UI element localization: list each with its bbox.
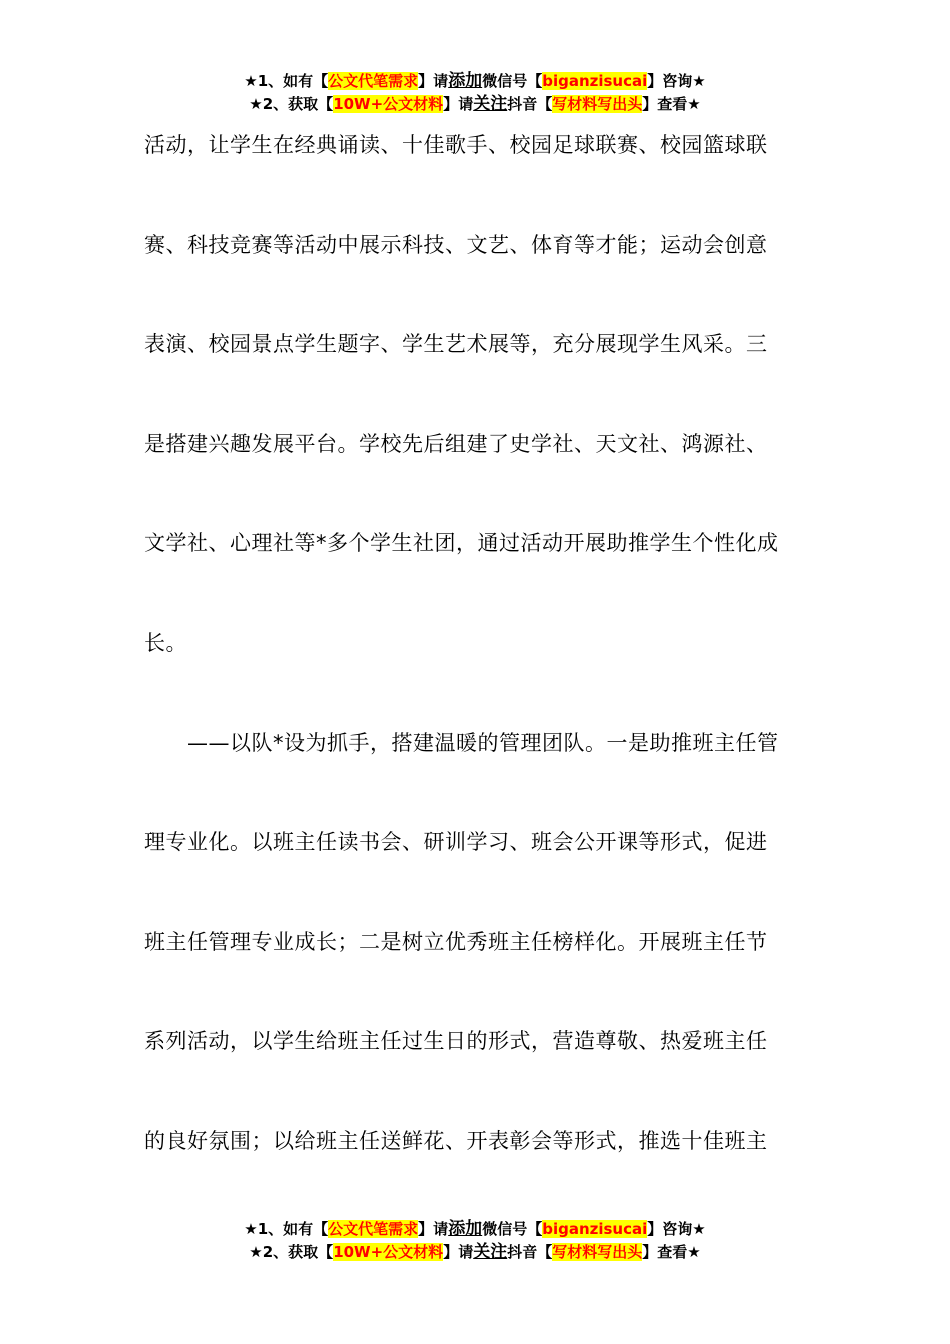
- underlined-text: 添加: [448, 1219, 483, 1239]
- document-body: [144, 120, 814, 1216]
- banner-text: 】咨询: [647, 72, 693, 90]
- banner-text: 】查看: [642, 1243, 688, 1261]
- banner-text: 抖音【: [507, 95, 553, 113]
- banner-text: 微信号【: [482, 72, 543, 90]
- highlight-douyin-account: 写材料写出头: [552, 95, 643, 113]
- banner-text: 1、如有【: [257, 72, 329, 90]
- star-icon: ★: [249, 1243, 263, 1261]
- banner-text: 微信号【: [482, 1220, 543, 1238]
- body-line: 文学社、心理社等*多个学生社团，通过活动开展助推学生个性化成: [144, 531, 779, 556]
- body-line: 活动，让学生在经典诵读、十佳歌手、校园足球联赛、校园篮球联: [144, 133, 768, 157]
- banner-text: 2、获取【: [262, 1243, 334, 1261]
- banner-line-1: [0, 70, 950, 93]
- banner-line-2: [0, 93, 950, 116]
- body-line: ——以队*设为抓手，搭建温暖的管理团队。一是助推班主任管: [144, 730, 779, 755]
- highlight-service: 公文代笔需求: [328, 1220, 419, 1238]
- banner-line-1: [0, 1218, 950, 1241]
- banner-text: 2、获取【: [262, 95, 334, 113]
- banner-text: 】咨询: [647, 1220, 693, 1238]
- body-line: 表演、校园景点学生题字、学生艺术展等，充分展现学生风采。三: [144, 332, 768, 357]
- highlight-wechat-id: biganzisucai: [542, 72, 648, 90]
- star-icon: ★: [249, 95, 263, 113]
- highlight-douyin-account: 写材料写出头: [552, 1243, 643, 1261]
- underlined-text: 添加: [448, 71, 483, 91]
- star-icon: ★: [692, 1220, 706, 1238]
- banner-text: 】请: [418, 1220, 449, 1238]
- star-icon: ★: [244, 1220, 258, 1238]
- banner-text: 1、如有【: [257, 1220, 329, 1238]
- header-banner: [0, 70, 950, 116]
- banner-line-2: [0, 1241, 950, 1264]
- body-line: 是搭建兴趣发展平台。学校先后组建了史学社、天文社、鸿源社、: [144, 431, 768, 456]
- star-icon: ★: [687, 95, 701, 113]
- highlight-wechat-id: biganzisucai: [542, 1220, 648, 1238]
- banner-text: 】请: [443, 95, 474, 113]
- body-line: 系列活动，以学生给班主任过生日的形式，营造尊敬、热爱班主任: [144, 1029, 768, 1054]
- star-icon: ★: [692, 72, 706, 90]
- footer-banner: [0, 1218, 950, 1264]
- highlight-materials: 10W+公文材料: [333, 1243, 444, 1261]
- body-line: 班主任管理专业成长；二是树立优秀班主任榜样化。开展班主任节: [144, 929, 768, 954]
- banner-text: 抖音【: [507, 1243, 553, 1261]
- body-line: 赛、科技竞赛等活动中展示科技、文艺、体育等才能；运动会创意: [144, 232, 768, 257]
- highlight-materials: 10W+公文材料: [333, 95, 444, 113]
- banner-text: 】请: [443, 1243, 474, 1261]
- underlined-text: 关注: [473, 1242, 508, 1262]
- body-line: 的良好氛围；以给班主任送鲜花、开表彰会等形式，推选十佳班主: [144, 1128, 768, 1153]
- star-icon: ★: [687, 1243, 701, 1261]
- underlined-text: 关注: [473, 94, 508, 114]
- banner-text: 】查看: [642, 95, 688, 113]
- star-icon: ★: [244, 72, 258, 90]
- body-line: 长。: [144, 630, 187, 655]
- banner-text: 】请: [418, 72, 449, 90]
- body-line: 理专业化。以班主任读书会、研训学习、班会公开课等形式，促进: [144, 830, 768, 855]
- highlight-service: 公文代笔需求: [328, 72, 419, 90]
